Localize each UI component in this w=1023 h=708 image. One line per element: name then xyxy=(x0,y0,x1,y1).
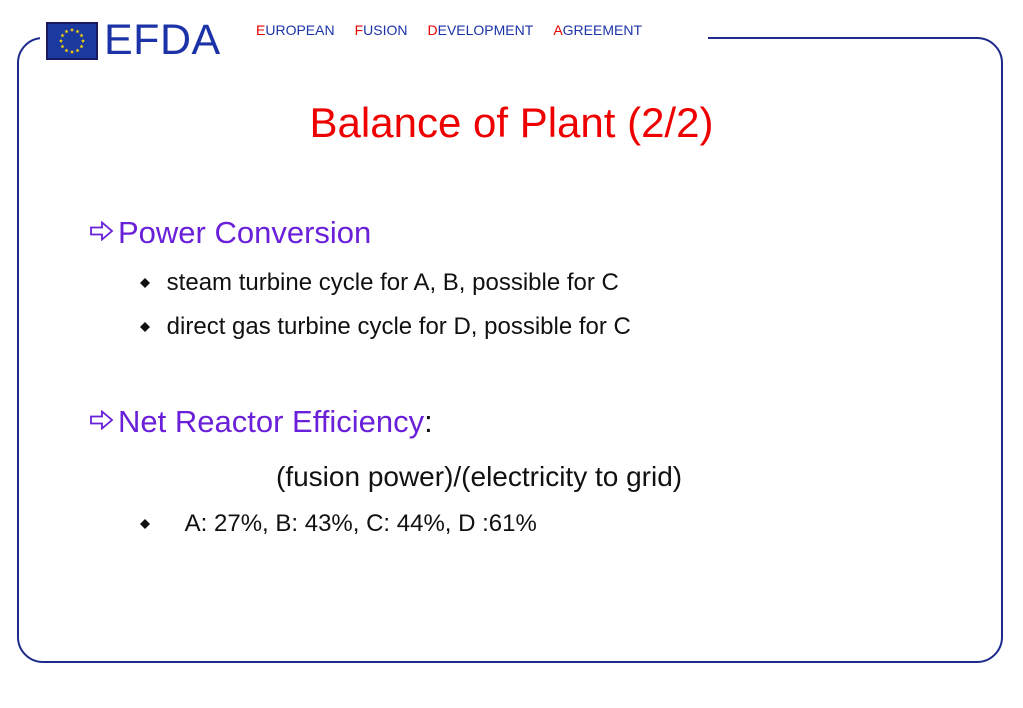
flag-star xyxy=(64,29,68,33)
hollow-right-arrow-icon xyxy=(90,404,118,430)
flag-star xyxy=(60,33,64,37)
eu-flag-icon xyxy=(46,22,98,60)
flag-star xyxy=(75,29,79,33)
efda-logo: EFDA xyxy=(104,16,221,64)
list-item: steam turbine cycle for A, B, possible for C xyxy=(140,269,619,297)
diamond-icon xyxy=(140,322,150,332)
flag-star xyxy=(70,28,74,32)
agreement-word-european: EUROPEAN xyxy=(256,22,335,38)
flag-star xyxy=(59,39,63,43)
flag-star xyxy=(70,50,74,54)
efficiency-formula: (fusion power)/(electricity to grid) xyxy=(276,461,683,492)
agreement-tagline xyxy=(256,22,662,38)
agreement-word-agreement: AGREEMENT xyxy=(553,22,642,38)
list-item: A: 27%, B: 43%, C: 44%, D :61% xyxy=(140,510,537,538)
slide-title: Balance of Plant (2/2) xyxy=(309,99,714,146)
diamond-icon xyxy=(140,519,150,529)
flag-star xyxy=(79,33,83,37)
flag-star xyxy=(81,39,85,43)
agreement-word-fusion: FUSION xyxy=(354,22,408,38)
hollow-right-arrow-icon xyxy=(90,215,118,241)
flag-star xyxy=(60,44,64,48)
flag-star xyxy=(75,48,79,52)
flag-star xyxy=(79,44,83,48)
flag-star xyxy=(64,48,68,52)
diamond-icon xyxy=(140,278,150,288)
agreement-word-development: DEVELOPMENT xyxy=(427,22,534,38)
list-item: direct gas turbine cycle for D, possible for C xyxy=(140,313,631,341)
section-heading-net-reactor-efficiency: Net Reactor Efficiency: xyxy=(90,404,433,440)
section-heading-power-conversion: Power Conversion xyxy=(90,215,371,251)
